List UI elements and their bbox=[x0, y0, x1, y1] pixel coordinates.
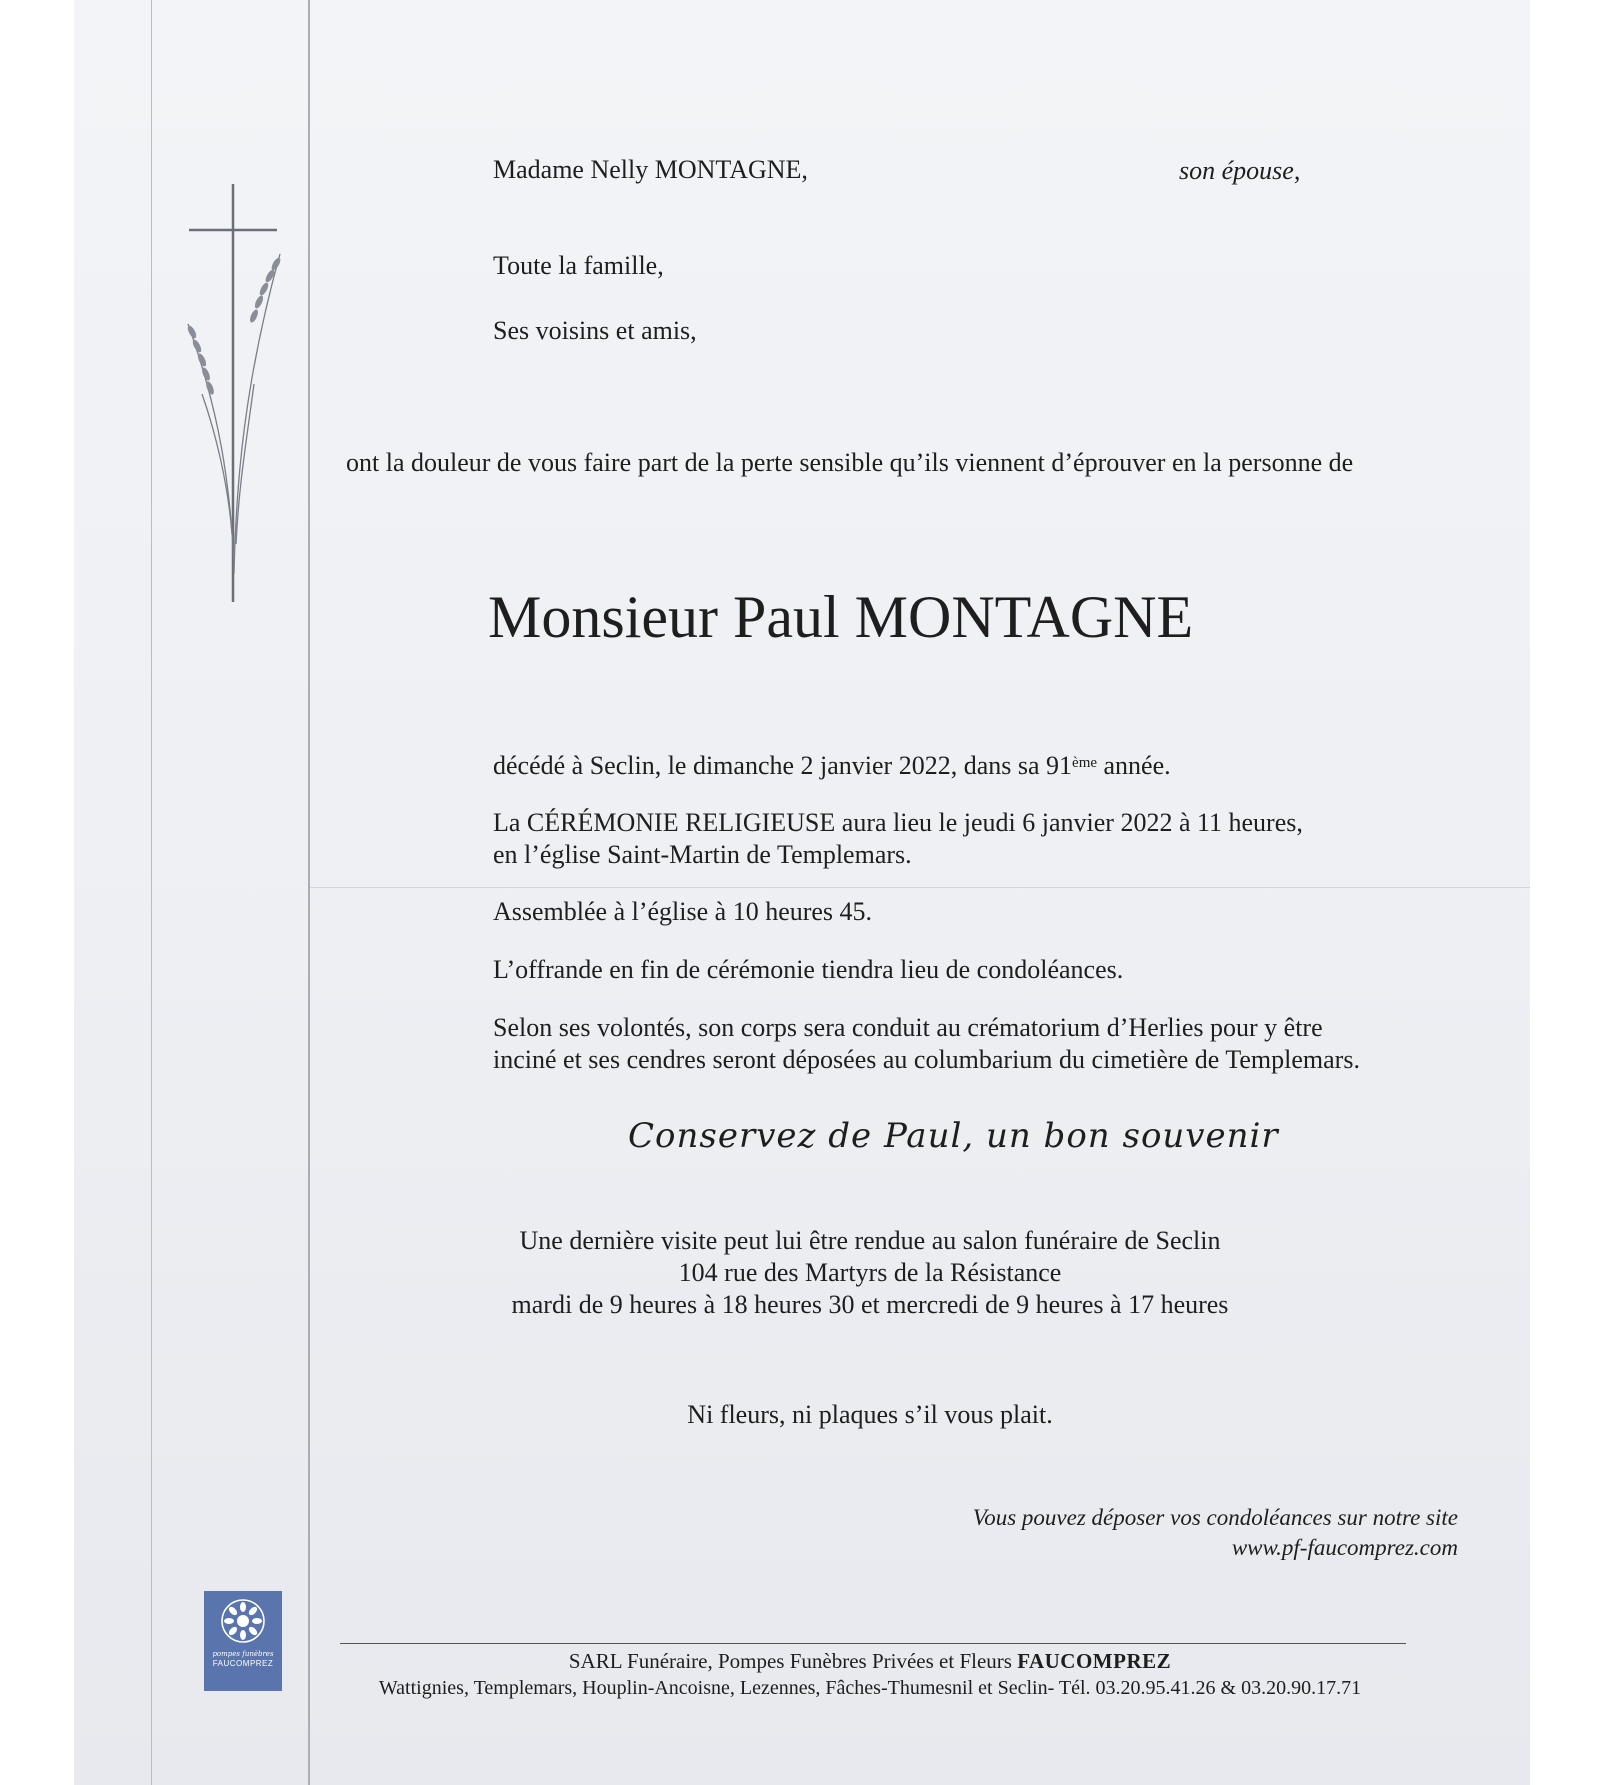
logo-brand: FAUCOMPREZ bbox=[212, 1659, 274, 1668]
spouse-role: son épouse, bbox=[1179, 156, 1301, 185]
wishes-line-1: Selon ses volontés, son corps sera conduit au crématorium d’Herlies pour y être bbox=[493, 1013, 1323, 1042]
logo-tagline: pompes funèbres bbox=[212, 1650, 274, 1658]
offering-line: L’offrande en fin de cérémonie tiendra lieu de condoléances. bbox=[493, 955, 1124, 984]
no-flowers-line: Ni fleurs, ni plaques s’il vous plait. bbox=[687, 1400, 1053, 1429]
death-text-end: année. bbox=[1097, 751, 1171, 780]
deceased-name: Monsieur Paul MONTAGNE bbox=[488, 584, 1194, 650]
visit-line-2: 104 rue des Martyrs de la Résistance bbox=[678, 1258, 1062, 1287]
family-line: Toute la famille, bbox=[493, 251, 664, 280]
memory-script: Conservez de Paul, un bon souvenir bbox=[628, 1116, 1279, 1156]
page-margin bbox=[1530, 0, 1600, 1785]
margin-rule-left bbox=[151, 0, 152, 1785]
footer-company-prefix: SARL Funéraire, Pompes Funèbres Privées et Fleurs bbox=[568, 1649, 1012, 1673]
footer-company bbox=[250, 1648, 1490, 1674]
death-notice bbox=[493, 750, 1171, 782]
visit-line-1: Une dernière visite peut lui être rendue au salon funéraire de Seclin bbox=[519, 1226, 1221, 1255]
condolences-url[interactable]: www.pf-faucomprez.com bbox=[1231, 1535, 1458, 1560]
paper-fold-line bbox=[310, 887, 1530, 888]
ceremony-line-2: en l’église Saint-Martin de Templemars. bbox=[493, 840, 912, 869]
condolences-line-1: Vous pouvez déposer vos condoléances sur notre site bbox=[972, 1505, 1458, 1530]
ceremony-line-1: La CÉRÉMONIE RELIGIEUSE aura lieu le jeudi 6 janvier 2022 à 11 heures, bbox=[493, 808, 1303, 837]
footer-divider bbox=[340, 1643, 1406, 1644]
death-text: décédé à Seclin, le dimanche 2 janvier 2022, dans sa 91 bbox=[493, 751, 1073, 780]
neighbors-line: Ses voisins et amis, bbox=[493, 316, 697, 345]
wishes-line-2: inciné et ses cendres seront déposées au columbarium du cimetière de Templemars. bbox=[493, 1045, 1360, 1074]
faucomprez-logo-icon bbox=[219, 1597, 267, 1645]
spouse-name: Madame Nelly MONTAGNE, bbox=[493, 155, 808, 184]
visit-line-3: mardi de 9 heures à 18 heures 30 et mercredi de 9 heures à 17 heures bbox=[511, 1290, 1229, 1319]
footer-company-name: FAUCOMPREZ bbox=[1017, 1649, 1172, 1673]
footer-locations: Wattignies, Templemars, Houplin-Ancoisne, Lezennes, Fâches-Thumesnil et Seclin- Tél. 03.20.95.41.26 & 03.20.90.17.71 bbox=[378, 1677, 1362, 1699]
assembly-line: Assemblée à l’église à 10 heures 45. bbox=[493, 897, 873, 926]
announcement-line: ont la douleur de vous faire part de la perte sensible qu’ils viennent d’éprouver en la personne de bbox=[346, 448, 1354, 477]
ordinal-suffix: ème bbox=[1072, 755, 1098, 771]
margin-rule-right bbox=[308, 0, 310, 1785]
cross-wheat-icon bbox=[184, 184, 284, 604]
